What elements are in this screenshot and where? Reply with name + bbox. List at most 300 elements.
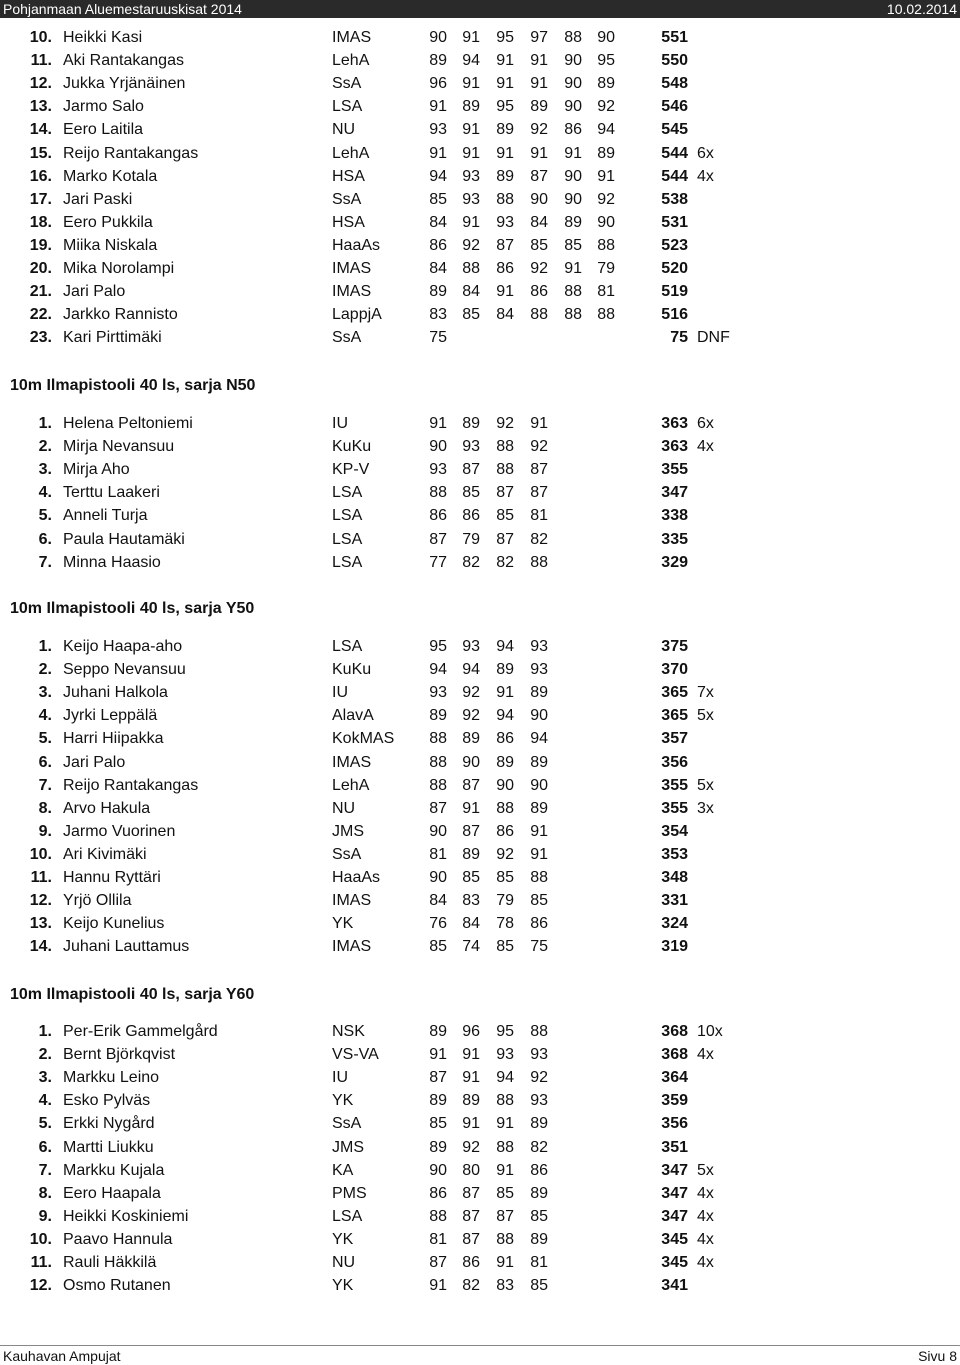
series-score: 91 [496, 144, 514, 162]
series-score: 85 [530, 236, 548, 254]
rank: 13. [29, 915, 52, 933]
series-score: 87 [462, 1230, 480, 1248]
series-score: 89 [564, 213, 582, 231]
series-score: 86 [496, 730, 514, 748]
result-row [0, 482, 960, 504]
shooter-name: Juhani Lauttamus [63, 938, 190, 956]
result-row [0, 1137, 960, 1159]
series-score: 79 [496, 892, 514, 910]
series-score: 84 [462, 915, 480, 933]
shooter-name: Arvo Hakula [63, 799, 151, 817]
page-number: Sivu 8 [918, 1348, 957, 1364]
total-score: 551 [661, 29, 688, 46]
series-score: 89 [530, 799, 548, 817]
shooter-name: Bernt Björkqvist [63, 1046, 176, 1064]
series-score: 94 [496, 638, 514, 655]
series-score: 86 [530, 1161, 548, 1179]
series-score: 91 [462, 213, 480, 231]
series-score: 78 [496, 915, 514, 933]
series-score: 85 [564, 236, 582, 254]
rank: 1. [38, 415, 52, 432]
result-row [0, 1090, 960, 1112]
series-score: 85 [496, 1184, 514, 1202]
inner-tens: 4x [697, 1207, 714, 1225]
series-score: 89 [462, 845, 480, 863]
result-row [0, 913, 960, 935]
result-row [0, 166, 960, 188]
series-score: 89 [530, 1115, 548, 1133]
series-score: 91 [496, 1161, 514, 1179]
rank: 4. [38, 1092, 52, 1110]
shooter-name: Miika Niskala [63, 236, 158, 254]
series-score: 91 [462, 75, 480, 93]
result-row [0, 1044, 960, 1066]
result-row [0, 659, 960, 681]
series-score: 92 [496, 845, 514, 863]
rank: 9. [38, 822, 52, 840]
series-score: 90 [429, 869, 447, 886]
shooter-name: Markku Leino [63, 1069, 160, 1087]
series-score: 93 [530, 638, 548, 655]
shooter-name: Mirja Aho [63, 461, 130, 479]
shooter-name: Heikki Koskiniemi [63, 1207, 189, 1225]
result-row [0, 890, 960, 912]
rank: 4. [38, 707, 52, 725]
series-score: 86 [429, 236, 447, 254]
series-score: 95 [597, 52, 615, 70]
section-heading: 10m Ilmapistooli 40 ls, sarja Y50 [10, 600, 255, 617]
club: SsA [332, 1115, 362, 1133]
rank: 8. [38, 1184, 52, 1202]
series-score: 89 [429, 283, 447, 301]
series-score: 91 [429, 98, 447, 116]
series-score: 88 [530, 869, 548, 886]
result-row [0, 258, 960, 280]
series-score: 85 [530, 1207, 548, 1225]
series-score: 81 [429, 1230, 447, 1248]
series-score: 87 [530, 167, 548, 185]
club: LSA [332, 507, 363, 525]
series-score: 92 [462, 236, 480, 254]
series-score: 85 [429, 938, 447, 956]
inner-tens: 5x [697, 707, 714, 725]
club: YK [332, 1092, 354, 1110]
series-score: 88 [496, 1092, 514, 1110]
series-score: 90 [564, 52, 582, 70]
rank: 9. [38, 1207, 52, 1225]
series-score: 81 [530, 507, 548, 525]
result-row [0, 73, 960, 95]
club: IMAS [332, 29, 372, 46]
series-score: 94 [597, 121, 615, 139]
result-row [0, 1206, 960, 1228]
result-row [0, 304, 960, 326]
shooter-name: Keijo Kunelius [63, 915, 165, 933]
rank: 6. [38, 530, 52, 548]
series-score: 89 [597, 75, 615, 93]
shooter-name: Mirja Nevansuu [63, 438, 175, 456]
shooter-name: Aki Rantakangas [63, 52, 184, 70]
shooter-name: Jari Paski [63, 190, 133, 208]
club: KuKu [332, 661, 372, 679]
series-score: 90 [429, 822, 447, 840]
series-score: 86 [462, 507, 480, 525]
total-score: 538 [661, 190, 688, 208]
series-score: 93 [462, 167, 480, 185]
result-row [0, 705, 960, 727]
total-score: 548 [661, 75, 688, 93]
club: NSK [332, 1023, 365, 1040]
series-score: 89 [530, 684, 548, 702]
total-score: 356 [661, 753, 688, 771]
series-score: 85 [462, 484, 480, 502]
series-score: 87 [429, 1254, 447, 1271]
inner-tens: 4x [697, 1184, 714, 1202]
shooter-name: Jyrki Leppälä [63, 707, 158, 725]
result-row [0, 1067, 960, 1089]
series-score: 95 [496, 29, 514, 46]
club: YK [332, 1230, 354, 1248]
club: AlavA [332, 707, 374, 725]
section-heading: 10m Ilmapistooli 40 ls, sarja N50 [10, 377, 256, 394]
series-score: 89 [496, 753, 514, 771]
club: YK [332, 915, 354, 933]
club: HSA [332, 213, 365, 231]
series-score: 90 [429, 1161, 447, 1179]
series-score: 88 [530, 1023, 548, 1040]
total-score: 345 [661, 1254, 688, 1271]
series-score: 90 [496, 776, 514, 794]
series-score: 94 [462, 52, 480, 70]
shooter-name: Jukka Yrjänäinen [63, 75, 186, 93]
total-score: 550 [661, 52, 688, 70]
series-score: 88 [496, 1138, 514, 1156]
series-score: 91 [530, 52, 548, 70]
series-score: 89 [496, 121, 514, 139]
series-score: 89 [530, 1184, 548, 1202]
series-score: 91 [462, 799, 480, 817]
total-score: 351 [661, 1138, 688, 1156]
rank: 1. [38, 638, 52, 655]
series-score: 88 [597, 236, 615, 254]
result-row [0, 436, 960, 458]
series-score: 93 [530, 1046, 548, 1064]
series-score: 90 [462, 753, 480, 771]
club: NU [332, 1254, 356, 1271]
rank: 7. [38, 553, 52, 571]
series-score: 88 [496, 438, 514, 456]
series-score: 90 [530, 707, 548, 725]
series-score: 86 [429, 507, 447, 525]
series-score: 93 [462, 190, 480, 208]
result-row [0, 1160, 960, 1182]
shooter-name: Jari Palo [63, 283, 126, 301]
total-score: 353 [661, 845, 688, 863]
series-score: 88 [496, 1230, 514, 1248]
series-score: 89 [429, 1092, 447, 1110]
series-score: 91 [496, 52, 514, 70]
shooter-name: Markku Kujala [63, 1161, 165, 1179]
total-score: 347 [661, 1207, 688, 1225]
series-score: 88 [429, 753, 447, 771]
series-score: 93 [496, 213, 514, 231]
shooter-name: Yrjö Ollila [63, 892, 132, 910]
series-score: 84 [429, 213, 447, 231]
total-score: 375 [661, 638, 688, 655]
shooter-name: Per-Erik Gammelgård [63, 1023, 218, 1040]
result-row [0, 775, 960, 797]
series-score: 87 [462, 461, 480, 479]
club: HSA [332, 167, 365, 185]
series-score: 97 [530, 29, 548, 46]
result-row [0, 752, 960, 774]
series-score: 90 [564, 98, 582, 116]
series-score: 91 [530, 75, 548, 93]
rank: 2. [38, 661, 52, 679]
series-score: 90 [564, 75, 582, 93]
inner-tens: 6x [697, 144, 714, 162]
series-score: 90 [530, 190, 548, 208]
section-heading: 10m Ilmapistooli 40 ls, sarja Y60 [10, 986, 255, 1003]
club: KA [332, 1161, 354, 1179]
series-score: 88 [496, 190, 514, 208]
rank: 11. [30, 52, 52, 70]
result-row [0, 1021, 960, 1043]
series-score: 95 [496, 98, 514, 116]
result-row [0, 1183, 960, 1205]
rank: 4. [38, 484, 52, 502]
series-score: 88 [564, 306, 582, 324]
club: LSA [332, 1207, 363, 1225]
club: JMS [332, 1138, 364, 1156]
series-score: 94 [429, 167, 447, 185]
total-score: 519 [661, 283, 688, 301]
series-score: 91 [462, 1069, 480, 1087]
series-score: 88 [429, 484, 447, 502]
total-score: 364 [661, 1069, 688, 1087]
series-score: 89 [429, 707, 447, 725]
series-score: 83 [429, 306, 447, 324]
shooter-name: Jarkko Rannisto [63, 306, 178, 324]
result-row [0, 936, 960, 958]
series-score: 94 [530, 730, 548, 748]
inner-tens: 4x [697, 1254, 714, 1271]
rank: 11. [30, 869, 52, 886]
total-score: 516 [661, 306, 688, 324]
shooter-name: Eero Haapala [63, 1184, 161, 1202]
series-score: 89 [462, 415, 480, 432]
series-score: 77 [429, 553, 447, 571]
club: VS-VA [332, 1046, 379, 1064]
series-score: 83 [496, 1277, 514, 1295]
series-score: 88 [462, 260, 480, 277]
result-row [0, 189, 960, 211]
shooter-name: Reijo Rantakangas [63, 776, 199, 794]
rank: 14. [29, 938, 52, 956]
rank: 12. [29, 892, 52, 910]
series-score: 88 [564, 29, 582, 46]
total-score: 324 [661, 915, 688, 933]
total-score: 319 [661, 938, 688, 956]
result-row [0, 327, 960, 349]
club: IMAS [332, 892, 372, 910]
club: YK [332, 1277, 354, 1295]
rank: 3. [38, 1069, 52, 1087]
inner-tens: 6x [697, 415, 714, 432]
series-score: 91 [429, 1046, 447, 1064]
total-score: 545 [661, 121, 688, 139]
series-score: 87 [462, 822, 480, 840]
series-score: 89 [429, 1138, 447, 1156]
series-score: 93 [429, 684, 447, 702]
inner-tens: 10x [697, 1023, 723, 1040]
result-row [0, 1252, 960, 1274]
series-score: 85 [429, 190, 447, 208]
series-score: 91 [429, 144, 447, 162]
total-score: 329 [661, 553, 688, 571]
total-score: 368 [661, 1023, 688, 1040]
series-score: 92 [530, 121, 548, 139]
rank: 3. [38, 461, 52, 479]
header-date: 10.02.2014 [886, 1, 957, 17]
series-score: 92 [530, 260, 548, 277]
result-row [0, 281, 960, 303]
series-score: 85 [530, 892, 548, 910]
series-score: 90 [429, 29, 447, 46]
total-score: 356 [661, 1115, 688, 1133]
rank: 5. [38, 507, 52, 525]
club: LSA [332, 553, 363, 571]
rank: 7. [38, 1161, 52, 1179]
shooter-name: Keijo Haapa-aho [63, 638, 183, 655]
shooter-name: Osmo Rutanen [63, 1277, 171, 1295]
series-score: 91 [496, 684, 514, 702]
total-score: 345 [661, 1230, 688, 1248]
series-score: 88 [530, 553, 548, 571]
shooter-name: Eero Laitila [63, 121, 144, 139]
series-score: 91 [462, 144, 480, 162]
series-score: 91 [597, 167, 615, 185]
series-score: 87 [462, 1184, 480, 1202]
result-row [0, 728, 960, 750]
total-score: 363 [661, 438, 688, 456]
series-score: 91 [462, 1115, 480, 1133]
club: KokMAS [332, 730, 395, 748]
series-score: 76 [429, 915, 447, 933]
club: KP-V [332, 461, 370, 479]
result-row [0, 682, 960, 704]
series-score: 88 [530, 306, 548, 324]
club: IMAS [332, 938, 372, 956]
series-score: 89 [530, 98, 548, 116]
series-score: 90 [564, 190, 582, 208]
series-score: 91 [530, 845, 548, 863]
series-score: 90 [597, 213, 615, 231]
series-score: 95 [429, 638, 447, 655]
total-score: 341 [661, 1277, 688, 1295]
result-row [0, 50, 960, 72]
rank: 8. [38, 799, 52, 817]
series-score: 89 [530, 1230, 548, 1248]
total-score: 363 [661, 415, 688, 432]
rank: 10. [29, 845, 52, 863]
club: HaaAs [332, 869, 381, 886]
club: HaaAs [332, 236, 381, 254]
result-row [0, 212, 960, 234]
series-score: 90 [564, 167, 582, 185]
rank: 19. [29, 236, 52, 254]
series-score: 96 [429, 75, 447, 93]
series-score: 87 [462, 1207, 480, 1225]
rank: 6. [38, 1138, 52, 1156]
total-score: 365 [661, 684, 688, 702]
club: LSA [332, 98, 363, 116]
total-score: 355 [661, 799, 688, 817]
series-score: 87 [496, 1207, 514, 1225]
rank: 6. [38, 753, 52, 771]
series-score: 92 [597, 98, 615, 116]
rank: 2. [38, 438, 52, 456]
club: IMAS [332, 260, 372, 277]
series-score: 96 [462, 1023, 480, 1040]
series-score: 85 [462, 306, 480, 324]
result-row [0, 552, 960, 574]
shooter-name: Heikki Kasi [63, 29, 143, 46]
rank: 2. [38, 1046, 52, 1064]
shooter-name: Martti Liukku [63, 1138, 154, 1156]
series-score: 90 [597, 29, 615, 46]
series-score: 94 [462, 661, 480, 679]
series-score: 87 [429, 1069, 447, 1087]
series-score: 85 [429, 1115, 447, 1133]
club: SsA [332, 845, 362, 863]
series-score: 92 [462, 707, 480, 725]
result-row [0, 798, 960, 820]
shooter-name: Terttu Laakeri [63, 484, 160, 502]
series-score: 90 [429, 438, 447, 456]
club: KuKu [332, 438, 372, 456]
rank: 7. [38, 776, 52, 794]
series-score: 81 [530, 1254, 548, 1271]
shooter-name: Kari Pirttimäki [63, 329, 162, 347]
club: PMS [332, 1184, 367, 1202]
series-score: 75 [530, 938, 548, 956]
series-score: 90 [530, 776, 548, 794]
club: IMAS [332, 753, 372, 771]
series-score: 87 [530, 461, 548, 479]
series-score: 89 [429, 52, 447, 70]
shooter-name: Ari Kivimäki [63, 845, 147, 863]
series-score: 81 [597, 283, 615, 301]
club: SsA [332, 190, 362, 208]
series-score: 88 [496, 461, 514, 479]
result-row [0, 235, 960, 257]
rank: 10. [29, 29, 52, 46]
series-score: 88 [597, 306, 615, 324]
series-score: 89 [597, 144, 615, 162]
series-score: 84 [462, 283, 480, 301]
club: NU [332, 121, 356, 139]
series-score: 93 [496, 1046, 514, 1064]
total-score: 355 [661, 776, 688, 794]
shooter-name: Anneli Turja [63, 507, 148, 525]
rank: 17. [29, 190, 52, 208]
series-score: 87 [530, 484, 548, 502]
total-score: 544 [661, 144, 688, 162]
series-score: 95 [496, 1023, 514, 1040]
series-score: 74 [462, 938, 480, 956]
series-score: 87 [496, 530, 514, 548]
